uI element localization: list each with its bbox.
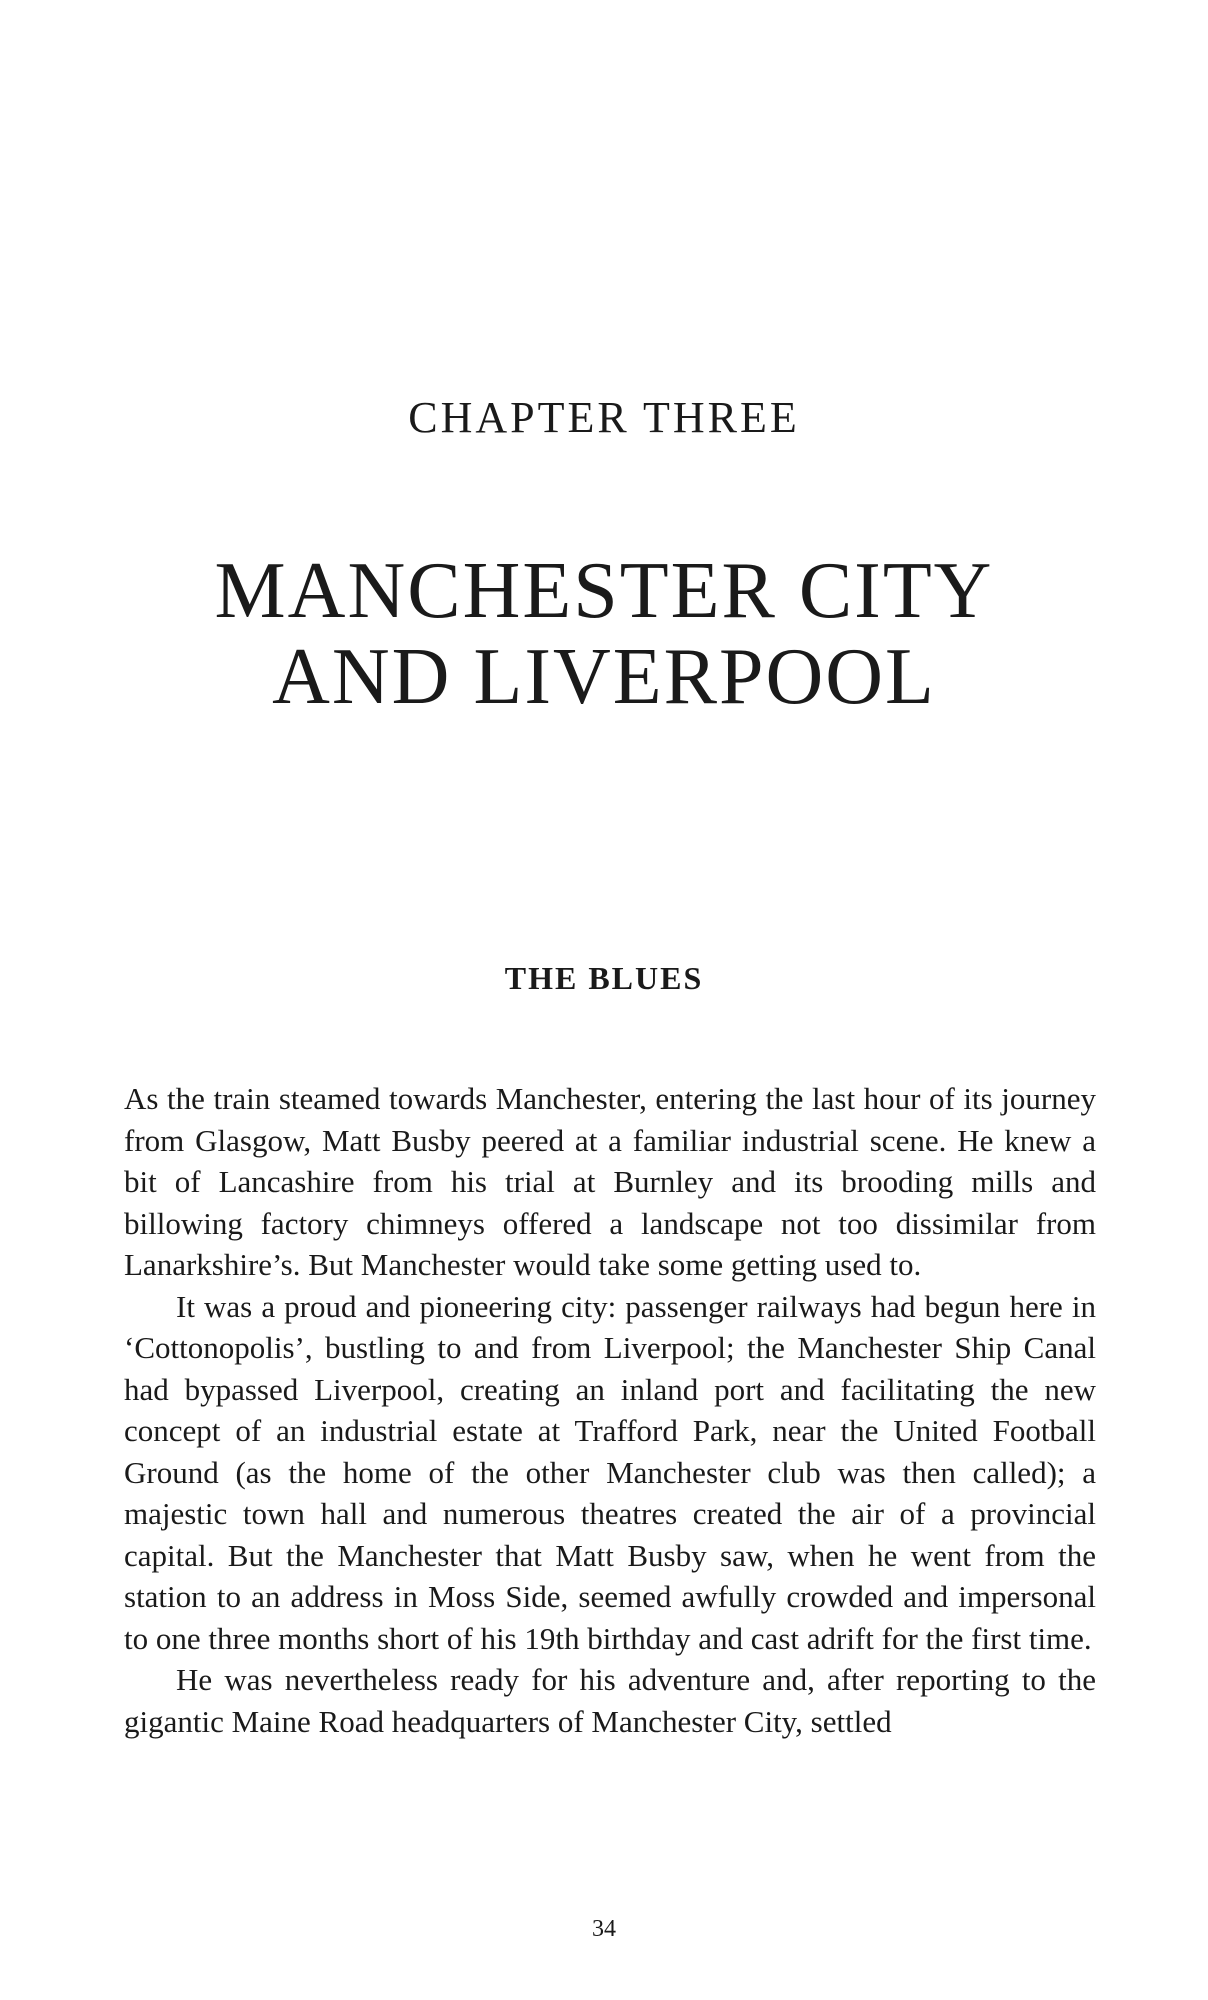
section-heading: THE BLUES xyxy=(504,960,704,996)
chapter-title-line-2: AND LIVERPOOL xyxy=(272,633,936,721)
paragraph-2: It was a proud and pioneering city: passenger railways had begun here in ‘Cottonopolis’, bustling to and from Liverpool; the Manchester Ship Canal had bypassed Liverpool, creating an inland port and facilitating the new concept of an industrial estate at Trafford Park, near the United Football Ground (as the home of the other Manchester club was then called); a majestic town hall and numerous theatres created the air of a provincial capital. But the Manchester that Matt Busby saw, when he went from the station to an address in Moss Side, seemed awfully crowded and impersonal to one three months short of his 19th birthday and cast adrift for the first time. xyxy=(124,1288,1096,1656)
chapter-title-line-1: MANCHESTER CITY xyxy=(214,547,994,635)
chapter-label: CHAPTER THREE xyxy=(408,393,800,442)
paragraph-3: He was nevertheless ready for his adventure and, after reporting to the gigantic Maine Road headquarters of Manchester City, settled xyxy=(124,1662,1096,1739)
page-number: 34 xyxy=(592,1916,616,1942)
paragraph-1: As the train steamed towards Manchester, entering the last hour of its journey from Glasgow, Matt Busby peered at a familiar industrial scene. He knew a bit of Lancashire from his trial at Burnley and its brooding mills and billowing factory chimneys offered a landscape not too dissimilar from Lanarkshire’s. But Manchester would take some getting used to. xyxy=(124,1081,1096,1282)
body-text xyxy=(124,1078,1096,1742)
chapter-title xyxy=(0,548,1208,720)
